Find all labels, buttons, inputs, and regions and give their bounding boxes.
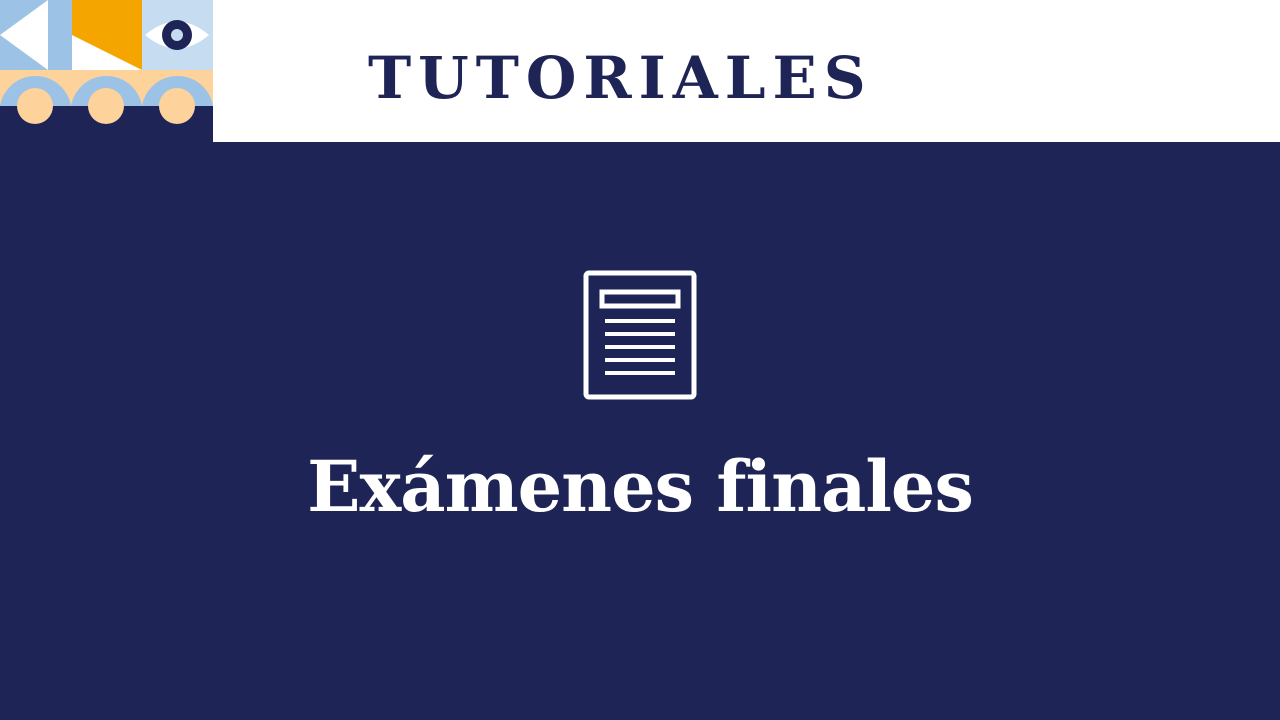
geometric-eye-logo (0, 0, 213, 142)
header-bar (213, 0, 1280, 142)
main-title: Exámenes finales (307, 445, 973, 528)
document-icon (583, 270, 697, 400)
header-title: TUTORIALES (368, 44, 873, 112)
